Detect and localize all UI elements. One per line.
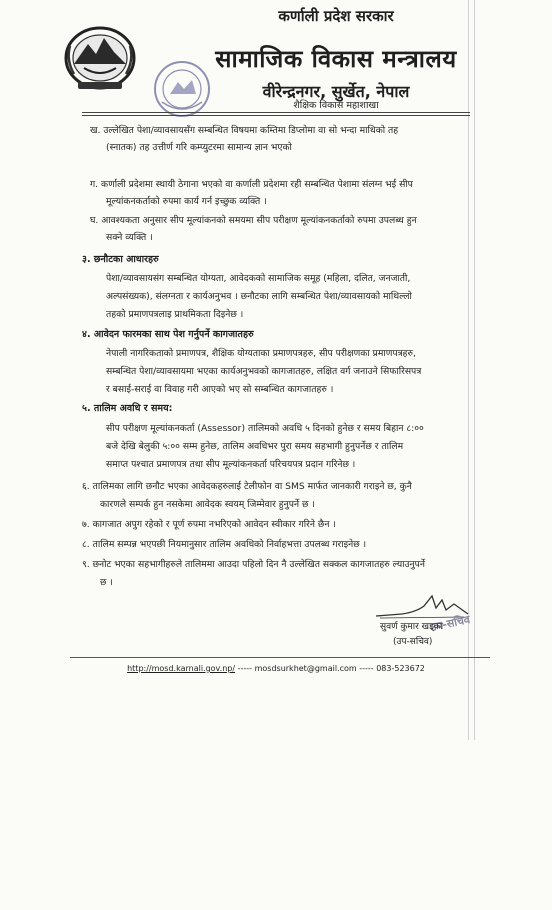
header-rule — [82, 112, 470, 113]
email-text[interactable]: mosdsurkhet@gmail.com — [254, 664, 357, 673]
section-3-line3: तहको प्रमाणपत्रलाइ प्राथमिकता दिइनेछ । — [106, 309, 244, 320]
section-5-line2: बजे देखि बेलुकी ५:०० सम्म हुनेछ, तालिम अवधिभर पुरा समय सहभागी हुनुपर्नेछ र तालिम — [106, 441, 404, 452]
section-3-line2: अल्पसंख्यक), संलग्नता र कार्यअनुभव । छनौटका लागि सम्बन्धित पेशा/व्यावसायको माथिल्लो — [106, 291, 412, 302]
section-7: ७. कागजात अपुग रहेको र पूर्ण रुपमा नभरिएको आवेदन स्वीकार गरिने छैन । — [82, 519, 336, 530]
section-8: ८. तालिम सम्पन्न भएपछी नियमानुसार तालिम अवधिको निर्वाहभत्ता उपलब्ध गराइनेछ । — [82, 539, 367, 550]
section-4-line2: सम्बन्धित पेशा/व्यावसायमा भएका कार्यअनुभवको कागजातहरु, लक्षित वर्ग जनाउने सिफारिसपत्र — [106, 366, 422, 377]
signatory-name: सुवर्ण कुमार खड्का — [380, 622, 444, 632]
item-kha-line1: ख. उल्लेखित पेशा/व्यावसायसँग सम्बन्धित विषयमा कम्तिमा डिप्लोमा वा सो भन्दा माथिको तह — [90, 125, 399, 136]
section-3-line1: पेशा/व्यावसायसंग सम्बन्धित योग्यता, आवेदकको सामाजिक समूह (महिला, दलित, जनजाती, — [106, 273, 411, 284]
footer-separator: ----- — [356, 664, 377, 673]
item-ga-line2: मूल्यांकनकर्ताको रुपमा कार्य गर्न इच्छुक व्यक्ति । — [106, 196, 267, 207]
section-4-line1: नेपाली नागरिकताको प्रमाणपत्र, शैक्षिक योग्यताका प्रमाणपत्रहरु, सीप परीक्षणका प्रमाणपत्रहरु, — [106, 348, 416, 359]
section-5-line1: सीप परीक्षण मूल्यांकनकर्ता (Assessor) तालिमको अवधि ५ दिनको हुनेछ र समय बिहान ८:०० — [106, 423, 424, 434]
section-6-line1: ६. तालिमका लागि छनौट भएका आवेदकहरुलाई टेलीफोन वा SMS मार्फत जानकारी गराइने छ, कुनै — [82, 481, 412, 492]
section-4-heading: ४. आवेदन फारमका साथ पेश गर्नुपर्ने कागजातहरु — [82, 329, 254, 340]
page-edge-line — [468, 0, 469, 740]
header-rule — [82, 115, 470, 116]
ministry-name: सामाजिक विकास मन्त्रालय — [215, 45, 457, 73]
government-name: कर्णाली प्रदेश सरकार — [278, 7, 394, 25]
footer-rule — [70, 657, 490, 658]
phone-text: 083-523672 — [376, 664, 425, 673]
website-link[interactable]: http://mosd.karnali.gov.np/ — [127, 664, 236, 673]
section-3-heading: ३. छनौटका आधारहरु — [82, 254, 159, 265]
section-name: शैक्षिक विकास महाशाखा — [293, 100, 379, 111]
section-6-line2: कारणले सम्पर्क हुन नसकेमा आवेदक स्वयम् जिम्मेवार हुनुपर्ने छ । — [100, 499, 315, 510]
item-kha-line2: (स्नातक) तह उत्तीर्ण गरि कम्प्युटरमा सामान्य ज्ञान भएको — [106, 142, 292, 153]
footer-separator: ----- — [235, 664, 255, 673]
section-5-line3: समाप्त पश्चात प्रमाणपत्र तथा सीप मूल्यांकनकर्ता परिचयपत्र प्रदान गरिनेछ । — [106, 459, 356, 470]
item-ga-line1: ग. कर्णाली प्रदेशमा स्थायी ठेगाना भएको वा कर्णाली प्रदेशमा रही सम्बन्धित पेशामा संलग्न भई सीप — [90, 179, 413, 190]
section-9-line2: छ । — [100, 577, 113, 588]
section-9-line1: ९. छनोट भएका सहभागीहरुले तालिममा आउदा पहिलो दिन नै उल्लेखित सक्कल कागजातहरु ल्याउनुपर्ने — [82, 559, 425, 570]
office-address: वीरेन्द्रनगर, सुर्खेत, नेपाल — [262, 82, 410, 101]
page-edge-line — [474, 0, 475, 740]
section-5-heading: ५. तालिम अवधि र समय: — [82, 403, 173, 414]
section-4-line3: र बसाई-सराई वा विवाह गरी आएको भए सो सम्बन्धित कागजातहरु । — [106, 384, 334, 395]
signatory-title: (उप-सचिव) — [393, 637, 433, 647]
item-gha-line1: घ. आवश्यकता अनुसार सीप मूल्यांकनको समयमा सीप परीक्षण मूल्यांकनकर्ताको रुपमा उपलब्ध हुन — [90, 215, 417, 226]
item-gha-line2: सक्ने व्यक्ति । — [106, 232, 153, 243]
designation-seal: उप-सचिव — [429, 612, 472, 635]
footer-contact — [0, 664, 552, 673]
